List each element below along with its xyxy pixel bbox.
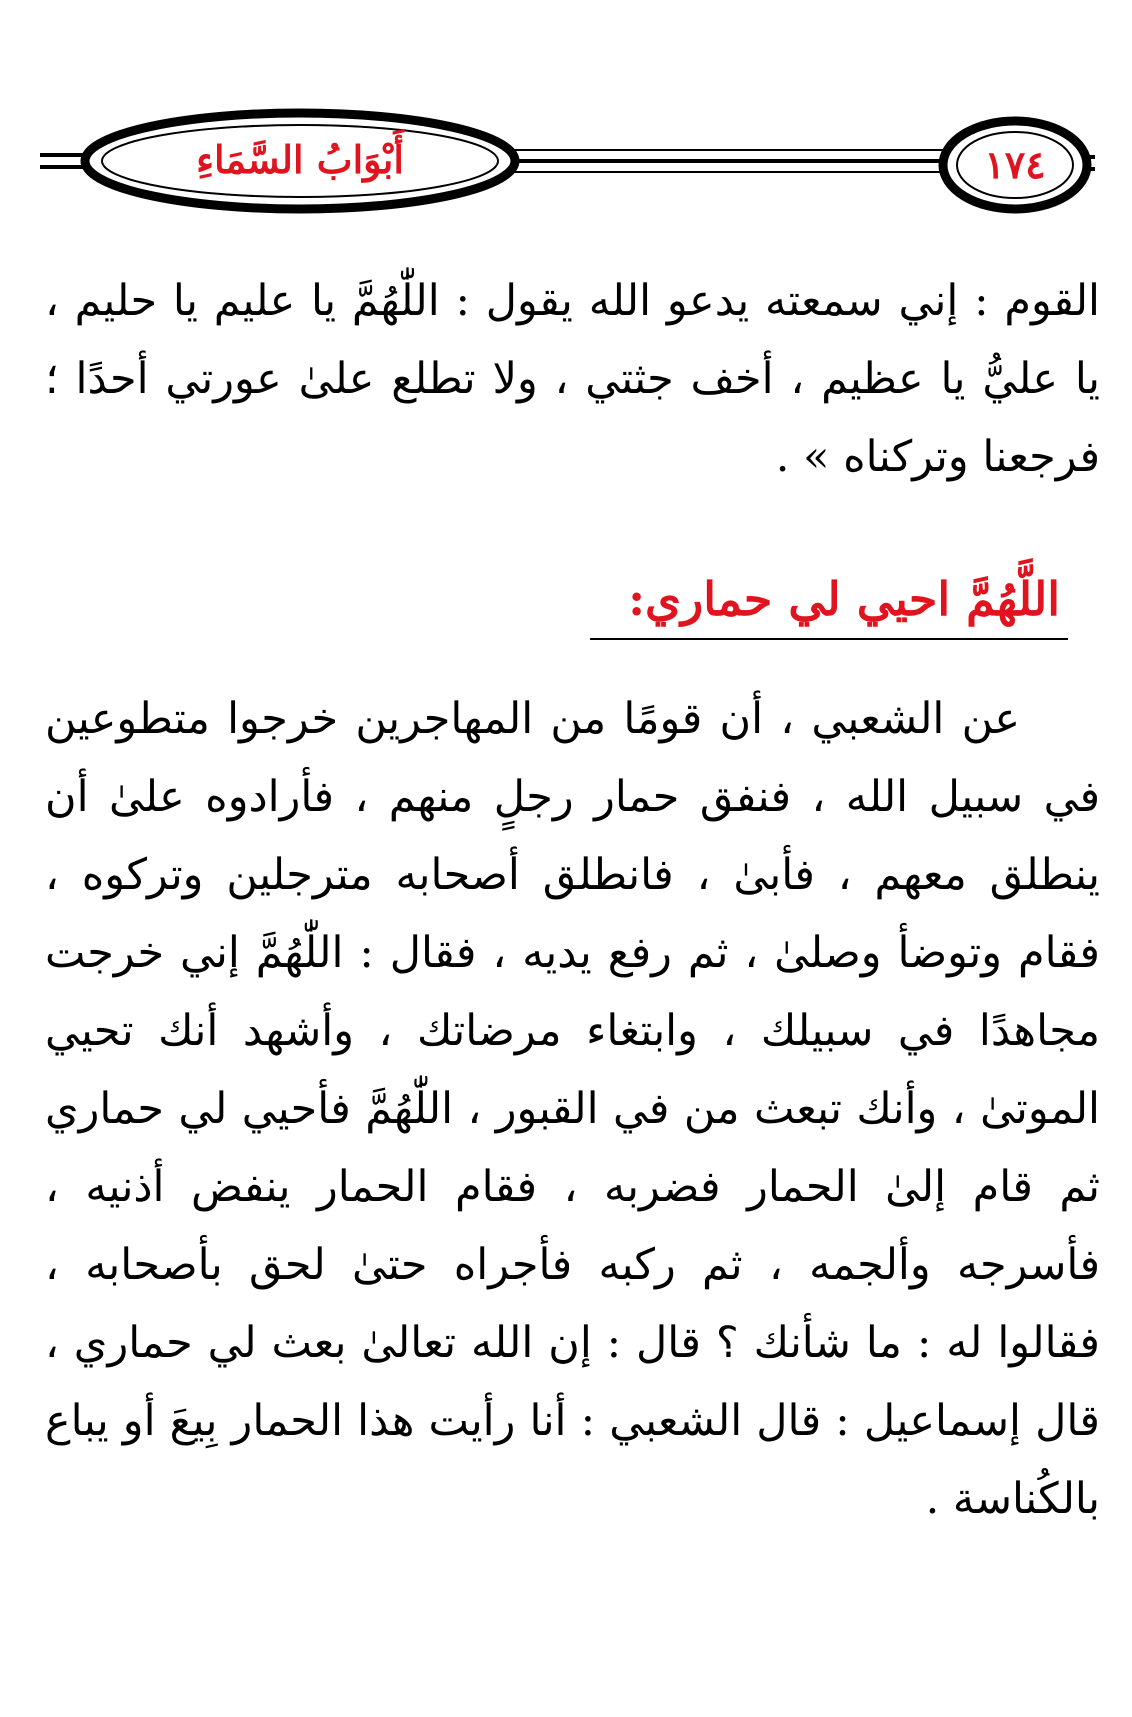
running-header <box>40 105 1095 220</box>
book-title: أَبْوَابُ السَّمَاءِ <box>196 137 404 182</box>
heading-underline <box>590 638 1068 640</box>
paragraph-continued: القوم : إني سمعته يدعو الله يقول : اللّٰهُمَّ يا عليم يا حليم ، يا عليُّ يا عظيم ، أخف جثتي ، ولا تطلع علىٰ عورتي أحدًا ؛ فرجعنا وتركناه » . <box>45 276 1100 482</box>
page-number: ١٧٤ <box>984 142 1046 187</box>
section-heading: اللَّهُمَّ احيي لي حماري: <box>628 572 1060 626</box>
paragraph-story: عن الشعبي ، أن قومًا من المهاجرين خرجوا متطوعين في سبيل الله ، فنفق حمار رجلٍ منهم ، فأرادوه علىٰ أن ينطلق معهم ، فأبىٰ ، فانطلق أصحابه مترجلين وتركوه ، فقام وتوضأ وصلىٰ ، ثم رفع يديه ، فقال : اللّٰهُمَّ إني خرجت مجاهدًا في سبيلك ، وابتغاء مرضاتك ، وأشهد أنك تحيي الموتىٰ ، وأنك تبعث من في القبور ، اللّٰهُمَّ فأحيي لي حماري ثم قام إلىٰ الحمار فضربه ، فقام الحمار ينفض أذنيه ، فأسرجه وألجمه ، ثم ركبه فأجراه حتىٰ لحق بأصحابه ، فقالوا له : ما شأنك ؟ قال : إن الله تعالىٰ بعث لي حماري ، قال إسماعيل : قال الشعبي : أنا رأيت هذا الحمار بِيعَ أو يباع بالكُناسة . <box>45 694 1100 1524</box>
